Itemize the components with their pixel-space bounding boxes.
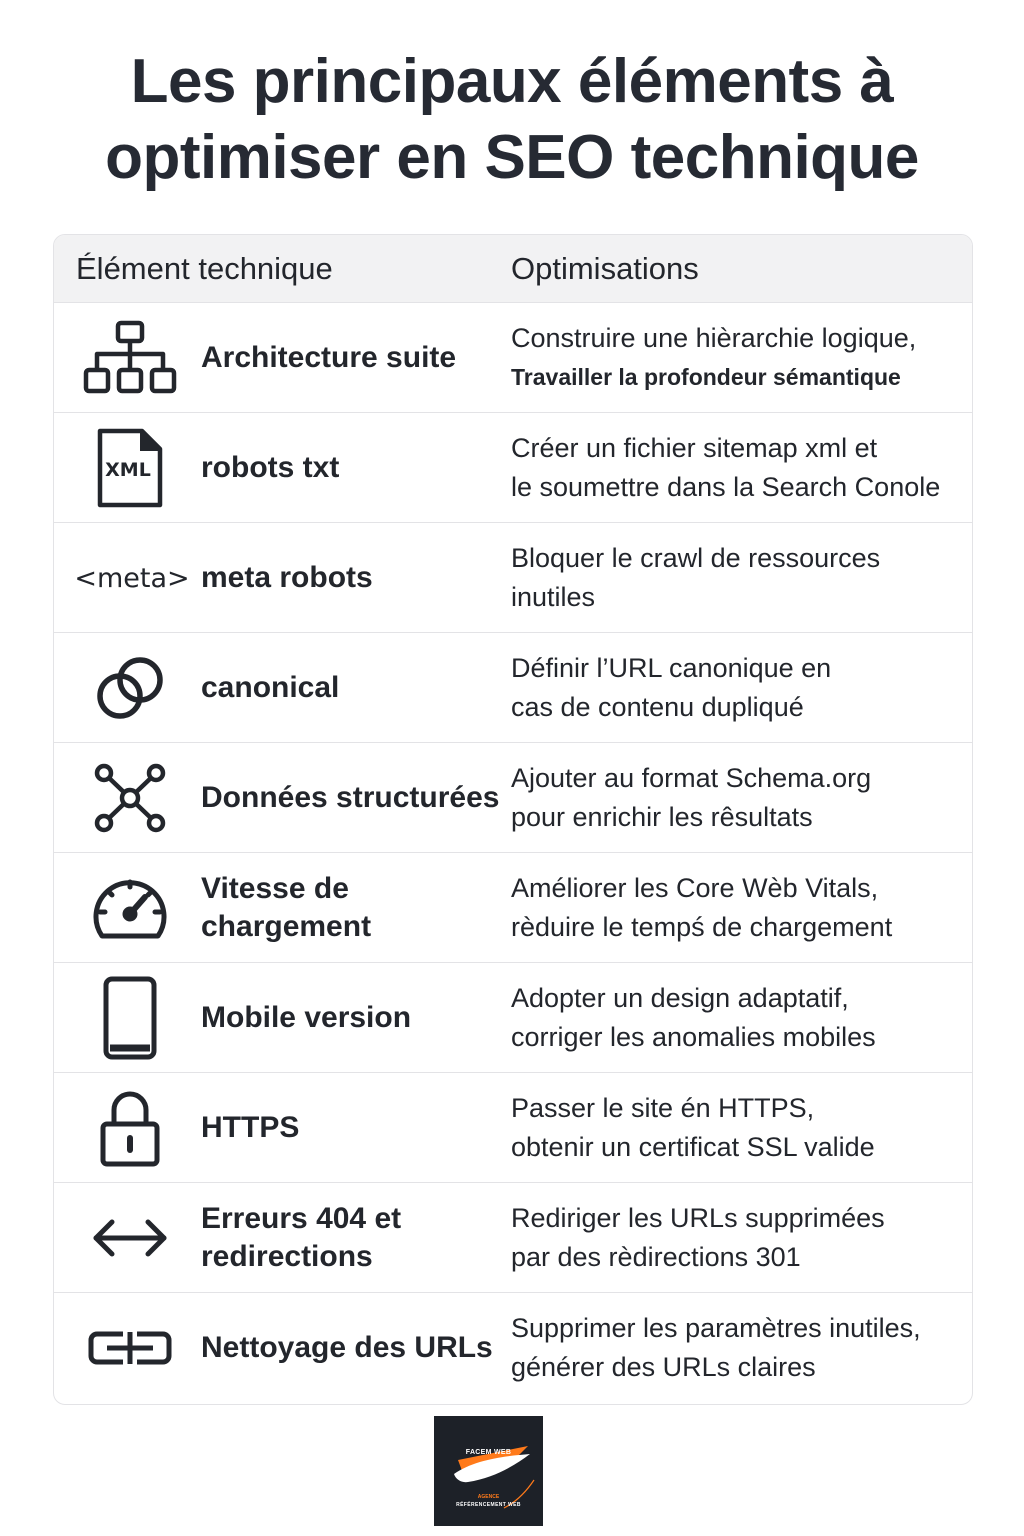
table-row (54, 413, 972, 523)
element-name: Mobile version (201, 1000, 412, 1034)
table-row (54, 633, 972, 743)
table-row (54, 523, 972, 633)
optimisation-line-2: inutiles (511, 581, 596, 612)
header-element-technique: Élément technique (76, 251, 333, 286)
element-name: Nettoyage des URLs (201, 1330, 493, 1364)
optimisation-line-2: générer des URLs claires (511, 1351, 816, 1382)
table-row (54, 743, 972, 853)
element-name: canonical (201, 670, 340, 704)
optimisation-line-2: le soumettre dans la Search Conole (511, 471, 941, 502)
logo-brand: FACEM WEB (465, 1449, 512, 1456)
logo-sub1: AGENCE (477, 1494, 500, 1500)
element-name: Données structurées (201, 780, 500, 814)
header-optimisations: Optimisations (511, 251, 699, 286)
optimisation-text (511, 1183, 971, 1292)
sitemap-hierarchy-icon (76, 315, 184, 401)
optimisation-text (511, 303, 971, 412)
padlock-icon (76, 1085, 184, 1171)
network-nodes-icon (76, 755, 184, 841)
optimisation-text (511, 633, 971, 742)
meta-icon-label: <meta> (74, 562, 190, 594)
double-arrow-icon (76, 1195, 184, 1281)
optimisation-text (511, 523, 971, 632)
optimisation-line-1: Créer un fichier sitemap xml et (511, 432, 878, 463)
optimisation-text (511, 1293, 971, 1402)
meta-tag-icon (74, 535, 190, 621)
table-row (54, 303, 972, 413)
title-line-2: optimiser en SEO technique (105, 123, 919, 192)
element-name: Erreurs 404 et redirections (201, 1201, 402, 1273)
link-chain-icon (76, 645, 184, 731)
facemweb-logo (434, 1416, 543, 1526)
table-row (54, 963, 972, 1073)
optimisation-text (511, 1073, 971, 1182)
table-header (54, 235, 972, 303)
table-row (54, 1293, 972, 1403)
optimisation-line-1: Bloquer le crawl de ressources (511, 542, 881, 573)
optimisation-text (511, 853, 971, 962)
optimisation-text (511, 963, 971, 1072)
smartphone-icon (76, 975, 184, 1061)
optimisation-line-1: Supprimer les paramètres inutiles, (511, 1312, 921, 1343)
optimisation-line-1: Rediriger les URLs supprimées (511, 1202, 885, 1233)
element-name: meta robots (201, 560, 373, 594)
optimisation-line-1: Passer le site én HTTPS, (511, 1092, 815, 1123)
optimisation-line-1: Améliorer les Core Wèb Vitals, (511, 872, 879, 903)
optimisation-line-2: cas de contenu dupliqué (511, 691, 804, 722)
element-name: HTTPS (201, 1110, 300, 1144)
optimisation-line-1: Construire une hièrarchie logique, (511, 322, 917, 353)
page-title (0, 44, 1024, 196)
url-link-icon (76, 1305, 184, 1391)
element-name: Vitesse de chargement (201, 871, 372, 943)
optimisation-line-2: rèduire le tempś de chargement (511, 911, 893, 942)
table-row (54, 1073, 972, 1183)
element-name: Architecture suite (201, 340, 457, 374)
logo-sub2: RÉFÉRENCEMENT WEB (456, 1502, 521, 1508)
element-name: robots txt (201, 450, 340, 484)
seo-table (53, 234, 973, 1405)
xml-icon-label: XML (105, 459, 151, 481)
optimisation-line-2: corriger les anomalies mobiles (511, 1021, 876, 1052)
optimisation-line-1: Définir l’URL canonique en (511, 652, 832, 683)
optimisation-text (511, 413, 971, 522)
xml-file-icon (76, 425, 184, 511)
table-row (54, 853, 972, 963)
optimisation-line-1: Ajouter au format Schema.org (511, 762, 872, 793)
title-line-1: Les principaux éléments à (130, 47, 894, 116)
optimisation-line-2: pour enrichir les rêsultats (511, 801, 813, 832)
table-row (54, 1183, 972, 1293)
optimisation-line-2: Travailler la profondeur sémantique (511, 363, 901, 390)
optimisation-text (511, 743, 971, 852)
optimisation-line-1: Adopter un design adaptatif, (511, 982, 849, 1013)
optimisation-line-2: par des rèdirections 301 (511, 1241, 801, 1272)
speedometer-icon (76, 865, 184, 951)
optimisation-line-2: obtenir un certificat SSL valide (511, 1131, 875, 1162)
